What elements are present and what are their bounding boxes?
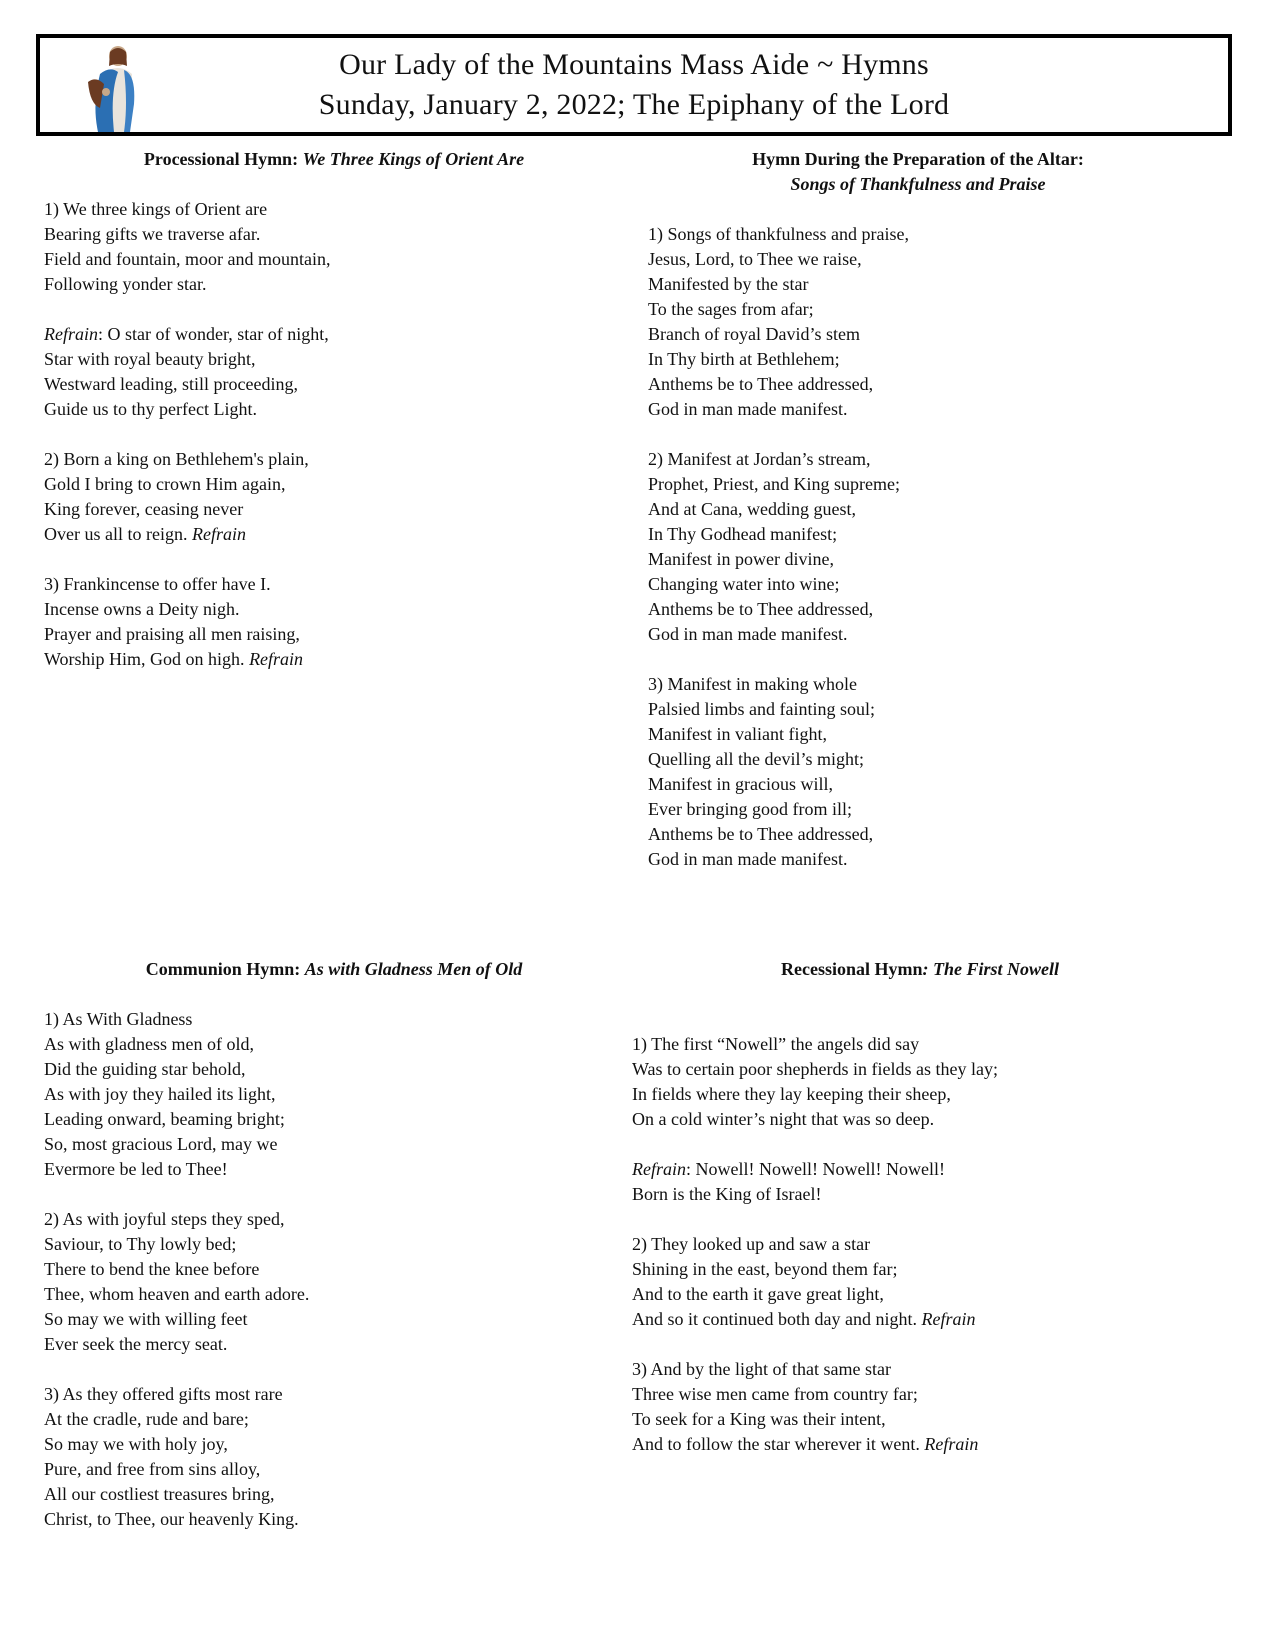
communion-verse-1: [44, 1007, 624, 1182]
verse-line: 2) They looked up and saw a star: [632, 1234, 871, 1254]
verse-line: Guide us to thy perfect Light.: [44, 399, 257, 419]
verse-line: And so it continued both day and night. Refrain: [632, 1309, 976, 1329]
verse-line: Bearing gifts we traverse afar.: [44, 224, 261, 244]
verse-line: 3) And by the light of that same star: [632, 1359, 891, 1379]
verse-line: 2) Born a king on Bethlehem's plain,: [44, 449, 309, 469]
verse-line: Incense owns a Deity nigh.: [44, 599, 240, 619]
verse-line: Refrain: Nowell! Nowell! Nowell! Nowell!: [632, 1159, 945, 1179]
verse-line: Changing water into wine;: [648, 574, 840, 594]
verse-line: Branch of royal David’s stem: [648, 324, 860, 344]
preparation-verse-2: [648, 447, 1228, 647]
communion-verse-2: [44, 1207, 624, 1357]
verse-line: Ever bringing good from ill;: [648, 799, 852, 819]
verse-line: Anthems be to Thee addressed,: [648, 599, 874, 619]
verse-line: So may we with willing feet: [44, 1309, 248, 1329]
verse-line: King forever, ceasing never: [44, 499, 244, 519]
verse-line: Evermore be led to Thee!: [44, 1159, 228, 1179]
verse-line: 2) As with joyful steps they sped,: [44, 1209, 285, 1229]
verse-line: Manifest in gracious will,: [648, 774, 833, 794]
communion-hymn-title: Communion Hymn: As with Gladness Men of Old: [145, 959, 523, 979]
verse-line: Did the guiding star behold,: [44, 1059, 246, 1079]
verse-line: On a cold winter’s night that was so deep.: [632, 1109, 935, 1129]
verse-line: Anthems be to Thee addressed,: [648, 824, 874, 844]
recessional-verse-2: [632, 1232, 1232, 1332]
verse-line: To the sages from afar;: [648, 299, 814, 319]
verse-line: 3) As they offered gifts most rare: [44, 1384, 283, 1404]
recessional-verse-3: [632, 1357, 1232, 1457]
verse-line: Prophet, Priest, and King supreme;: [648, 474, 900, 494]
verse-line: In Thy Godhead manifest;: [648, 524, 838, 544]
verse-line: Star with royal beauty bright,: [44, 349, 256, 369]
recessional-verse-1: [632, 1032, 1232, 1132]
verse-line: Saviour, to Thy lowly bed;: [44, 1234, 237, 1254]
verse-line: To seek for a King was their intent,: [632, 1409, 886, 1429]
verse-line: In Thy birth at Bethlehem;: [648, 349, 840, 369]
verse-line: Christ, to Thee, our heavenly King.: [44, 1509, 299, 1529]
verse-line: Following yonder star.: [44, 274, 207, 294]
verse-line: Leading onward, beaming bright;: [44, 1109, 285, 1129]
verse-line: Shining in the east, beyond them far;: [632, 1259, 898, 1279]
preparation-verse-1: [648, 222, 1228, 422]
verse-line: God in man made manifest.: [648, 399, 848, 419]
verse-line: Refrain: O star of wonder, star of night,: [44, 324, 329, 344]
verse-line: So, most gracious Lord, may we: [44, 1134, 278, 1154]
preparation-hymn-section: [648, 147, 1228, 872]
verse-line: God in man made manifest.: [648, 624, 848, 644]
verse-line: Over us all to reign. Refrain: [44, 524, 246, 544]
verse-line: In fields where they lay keeping their sheep,: [632, 1084, 951, 1104]
verse-line: 1) As With Gladness: [44, 1009, 193, 1029]
processional-hymn-title: Processional Hymn: We Three Kings of Orient Are: [143, 149, 525, 169]
recessional-hymn-section: [632, 957, 1232, 1457]
verse-line: Gold I bring to crown Him again,: [44, 474, 286, 494]
preparation-hymn-title: Hymn During the Preparation of the Altar:: [752, 149, 1084, 169]
verse-line: God in man made manifest.: [648, 849, 848, 869]
verse-line: Field and fountain, moor and mountain,: [44, 249, 331, 269]
verse-line: Was to certain poor shepherds in fields as they lay;: [632, 1059, 998, 1079]
processional-verse-2: [44, 447, 624, 547]
verse-line: And to the earth it gave great light,: [632, 1284, 884, 1304]
verse-line: As with gladness men of old,: [44, 1034, 254, 1054]
preparation-hymn-name: Songs of Thankfulness and Praise: [790, 174, 1046, 194]
verse-line: Ever seek the mercy seat.: [44, 1334, 228, 1354]
verse-line: And at Cana, wedding guest,: [648, 499, 856, 519]
verse-line: 3) Frankincense to offer have I.: [44, 574, 271, 594]
verse-line: 3) Manifest in making whole: [648, 674, 857, 694]
verse-line: Palsied limbs and fainting soul;: [648, 699, 875, 719]
processional-verse-1: [44, 197, 624, 297]
verse-line: Worship Him, God on high. Refrain: [44, 649, 304, 669]
processional-refrain: [44, 322, 624, 422]
verse-line: Three wise men came from country far;: [632, 1384, 918, 1404]
verse-line: 1) Songs of thankfulness and praise,: [648, 224, 909, 244]
verse-line: Born is the King of Israel!: [632, 1184, 822, 1204]
header-box: [36, 34, 1232, 136]
verse-line: Thee, whom heaven and earth adore.: [44, 1284, 310, 1304]
processional-verse-3: [44, 572, 624, 672]
recessional-refrain: [632, 1157, 1232, 1207]
verse-line: Jesus, Lord, to Thee we raise,: [648, 249, 862, 269]
verse-line: Manifested by the star: [648, 274, 809, 294]
verse-line: Manifest in valiant fight,: [648, 724, 827, 744]
verse-line: 1) We three kings of Orient are: [44, 199, 268, 219]
verse-line: Pure, and free from sins alloy,: [44, 1459, 261, 1479]
verse-line: 2) Manifest at Jordan’s stream,: [648, 449, 871, 469]
page-title: Our Lady of the Mountains Mass Aide ~ Hymns: [339, 48, 929, 81]
verse-line: Quelling all the devil’s might;: [648, 749, 864, 769]
preparation-verse-3: [648, 672, 1228, 872]
verse-line: Anthems be to Thee addressed,: [648, 374, 874, 394]
verse-line: As with joy they hailed its light,: [44, 1084, 276, 1104]
verse-line: At the cradle, rude and bare;: [44, 1409, 249, 1429]
recessional-hymn-title: Recessional Hymn: The First Nowell: [780, 959, 1059, 979]
verse-line: All our costliest treasures bring,: [44, 1484, 275, 1504]
communion-hymn-section: [44, 957, 624, 1532]
verse-line: And to follow the star wherever it went. Refrain: [632, 1434, 979, 1454]
verse-line: Prayer and praising all men raising,: [44, 624, 300, 644]
verse-line: There to bend the knee before: [44, 1259, 260, 1279]
verse-line: Manifest in power divine,: [648, 549, 834, 569]
communion-verse-3: [44, 1382, 624, 1532]
verse-line: 1) The first “Nowell” the angels did say: [632, 1034, 920, 1054]
processional-hymn-section: [44, 147, 624, 672]
page-subtitle: Sunday, January 2, 2022; The Epiphany of the Lord: [318, 88, 950, 121]
verse-line: So may we with holy joy,: [44, 1434, 228, 1454]
verse-line: Westward leading, still proceeding,: [44, 374, 298, 394]
